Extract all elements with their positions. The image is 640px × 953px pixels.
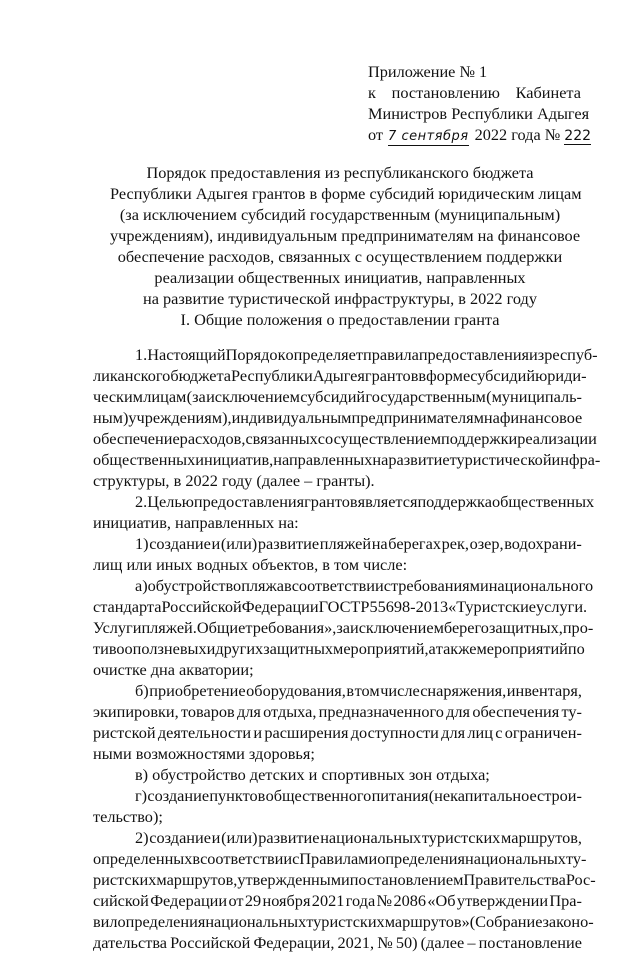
- body-word: определенных: [93, 849, 193, 868]
- body-word: Правительства: [463, 870, 566, 889]
- body-word: №: [377, 933, 393, 952]
- resolution-number: 222: [564, 128, 592, 144]
- body-word: национальных: [320, 828, 422, 847]
- body-word: (за: [186, 387, 206, 406]
- body-line: [93, 848, 587, 869]
- body-word: ту-: [561, 702, 582, 721]
- body-word: стандарта: [93, 597, 162, 616]
- body-word: требования»,: [245, 618, 337, 637]
- body-word: 2086: [393, 891, 427, 910]
- body-word: (муниципаль-: [486, 387, 582, 406]
- title-line: Порядок предоставления из республиканского бюджета: [146, 163, 534, 182]
- body-word: создание: [149, 534, 211, 553]
- body-word: инициатив,: [195, 450, 274, 469]
- body-word: про-: [562, 618, 594, 637]
- body-line: [93, 638, 585, 659]
- header-word: к: [368, 83, 376, 102]
- body-word: (или): [220, 534, 258, 553]
- body-word: в: [346, 681, 355, 700]
- appendix-date-line: [368, 124, 592, 146]
- body-word: инфра-: [551, 450, 601, 469]
- body-word: Рос-: [565, 870, 596, 889]
- body-word: для: [446, 702, 471, 721]
- body-word: бюджета: [170, 366, 232, 385]
- body-word: грантов: [364, 366, 419, 385]
- body-word: снаряжения,: [420, 681, 507, 700]
- body-word: вил: [93, 912, 118, 931]
- body-word: и: [211, 828, 221, 847]
- body-word: и: [253, 723, 263, 742]
- body-word: в: [192, 849, 201, 868]
- body-word: грантов: [304, 492, 358, 511]
- header-word: Кабинета: [515, 83, 581, 102]
- body-word: инвентаря,: [506, 681, 582, 700]
- body-word: исключением: [206, 387, 300, 406]
- body-word: а): [135, 576, 148, 595]
- body-word: на: [372, 450, 389, 469]
- body-word: маршрутов»: [384, 912, 470, 931]
- body-word: «Туристские: [448, 597, 537, 616]
- body-word: общественных: [93, 450, 196, 469]
- body-word: ческим: [93, 387, 143, 406]
- body-word: пунктов: [209, 786, 266, 805]
- body-word: финансовое: [499, 408, 583, 427]
- body-word: обустройство: [147, 576, 242, 595]
- body-word: пляжей.: [141, 618, 197, 637]
- body-word: доступности: [350, 723, 439, 742]
- body-line: [93, 827, 582, 848]
- body-word: и: [211, 534, 221, 553]
- body-word: определяет: [285, 345, 363, 364]
- body-word: ту-: [565, 849, 587, 868]
- body-word: национального: [488, 576, 594, 595]
- body-word: осуществлением: [325, 429, 442, 448]
- body-word: постановление: [478, 933, 582, 952]
- date-prefix: от: [368, 125, 384, 144]
- body-word: рек,: [441, 534, 469, 553]
- body-word: респуб-: [544, 345, 598, 364]
- body-word: от: [228, 891, 244, 910]
- body-line: [93, 869, 596, 890]
- section-heading: I. Общие положения о предоставлении гранта: [180, 310, 500, 329]
- body-word: на: [483, 408, 500, 427]
- body-word: тивооползневых: [93, 639, 207, 658]
- body-word: для: [441, 723, 466, 742]
- body-line: [93, 491, 595, 512]
- body-word: национальных: [205, 912, 307, 931]
- body-word: а: [428, 639, 436, 658]
- body-word: сийской: [93, 891, 149, 910]
- body-word: строи-: [536, 786, 582, 805]
- body-line: [93, 344, 598, 365]
- body-word: других: [215, 639, 264, 658]
- body-word: общественного: [265, 786, 372, 805]
- title-line: реализации общественных инициатив, направленных: [154, 268, 526, 287]
- body-word: дательства: [93, 933, 168, 952]
- body-word: Настоящий: [147, 345, 226, 364]
- body-line: [93, 596, 588, 617]
- body-word: развитие: [257, 534, 320, 553]
- body-word: ГОСТ: [318, 597, 361, 616]
- body-word: (некапитальное: [428, 786, 537, 805]
- body-word: является: [357, 492, 418, 511]
- body-word: маршрутов,: [501, 828, 582, 847]
- body-word: соответствии: [200, 849, 293, 868]
- body-line: [93, 785, 582, 806]
- body-word: предоставления: [418, 345, 530, 364]
- body-word: 2): [135, 828, 149, 847]
- body-word: Федерации: [241, 597, 319, 616]
- appendix-authority: Министров Республики Адыгея: [368, 104, 590, 123]
- body-word: г): [135, 786, 148, 805]
- body-word: создание: [149, 828, 211, 847]
- body-word: туристских: [306, 912, 385, 931]
- body-line: тельство);: [93, 807, 163, 826]
- body-word: связанных: [245, 429, 318, 448]
- body-word: «Об: [427, 891, 456, 910]
- body-word: маршрутов,: [156, 870, 238, 889]
- body-word: правила: [362, 345, 419, 364]
- body-word: 50): [395, 933, 418, 952]
- body-word: расширения: [264, 723, 349, 742]
- body-line: [93, 680, 582, 701]
- body-word: поддержки: [441, 429, 518, 448]
- body-word: Услуги: [93, 618, 142, 637]
- body-word: на: [371, 534, 388, 553]
- body-word: ликанского: [93, 366, 171, 385]
- body-word: развитие: [258, 828, 320, 847]
- body-word: №: [376, 891, 393, 910]
- body-line: [93, 386, 582, 407]
- body-word: пляжей: [319, 534, 372, 553]
- body-word: берегах: [388, 534, 441, 553]
- body-word: законо-: [542, 912, 594, 931]
- body-word: питания: [371, 786, 429, 805]
- body-word: том: [354, 681, 380, 700]
- body-line: [93, 575, 594, 596]
- body-word: развитие: [388, 450, 450, 469]
- body-word: б): [135, 681, 149, 700]
- body-line: [93, 449, 601, 470]
- body-word: числе: [380, 681, 420, 700]
- body-word: приобретение: [149, 681, 246, 700]
- body-word: государственным: [365, 387, 486, 406]
- body-word: требованиями: [390, 576, 489, 595]
- body-word: 29: [244, 891, 262, 910]
- body-word: учреждениям),: [128, 408, 232, 427]
- body-word: определения: [377, 849, 465, 868]
- body-word: национальных: [465, 849, 566, 868]
- body-word: за: [336, 618, 350, 637]
- body-word: общественных: [491, 492, 595, 511]
- body-word: ристских: [93, 870, 157, 889]
- appendix-resolution-line: [368, 82, 581, 103]
- body-word: (или): [221, 828, 258, 847]
- body-line: [93, 428, 597, 449]
- body-word: Федерации: [150, 891, 228, 910]
- body-word: 2021,: [337, 933, 375, 952]
- body-word: постановлением: [349, 870, 464, 889]
- body-word: с: [292, 849, 300, 868]
- body-word: ристской: [93, 723, 156, 742]
- body-word: ноября: [262, 891, 311, 910]
- body-word: с: [495, 723, 503, 742]
- body-word: утверждении: [456, 891, 549, 910]
- body-word: создание: [147, 786, 210, 805]
- body-word: 1.: [135, 345, 148, 364]
- body-word: пляжа: [241, 576, 285, 595]
- title-line: учреждениям), индивидуальным предпринимателям на финансовое: [110, 226, 581, 245]
- body-line: [93, 617, 594, 638]
- body-word: предоставления: [193, 492, 305, 511]
- body-word: предпринимателям: [351, 408, 484, 427]
- body-word: 1): [135, 534, 149, 553]
- body-word: в: [284, 576, 292, 595]
- body-line: в) обустройство детских и спортивных зон отдыха;: [135, 765, 490, 784]
- body-line: [93, 407, 582, 428]
- body-word: туристских: [421, 828, 501, 847]
- body-word: деятельности: [157, 723, 252, 742]
- body-word: ограничен-: [504, 723, 582, 742]
- body-word: Российской: [161, 597, 242, 616]
- body-word: озер,: [469, 534, 504, 553]
- body-word: ным): [93, 408, 129, 427]
- body-line: [93, 890, 582, 911]
- body-word: берегозащитных,: [443, 618, 563, 637]
- body-word: с: [383, 576, 391, 595]
- title-line: (за исключением субсидий государственным (муниципальным): [119, 205, 561, 224]
- title-line: обеспечение расходов, связанных с осуществлением поддержки: [117, 247, 563, 266]
- body-word: Пра-: [549, 891, 582, 910]
- body-word: Российской: [170, 933, 251, 952]
- body-line: [93, 722, 582, 743]
- body-line: [93, 932, 582, 953]
- body-word: субсидий: [300, 387, 366, 406]
- title-line: на развитие туристической инфраструктуры, в 2022 году: [142, 289, 537, 308]
- body-word: Адыгея: [312, 366, 365, 385]
- body-word: для: [236, 702, 261, 721]
- body-word: защитных: [263, 639, 334, 658]
- body-word: –: [467, 933, 476, 952]
- appendix-number: Приложение № 1: [368, 62, 488, 81]
- document-title: [110, 162, 582, 309]
- body-line: очистке дна акватории;: [93, 660, 254, 679]
- body-word: индивидуальным: [231, 408, 352, 427]
- appendix-header: [368, 61, 592, 146]
- body-word: также: [435, 639, 477, 658]
- body-word: экипировки,: [93, 702, 179, 721]
- header-word: постановлению: [391, 83, 500, 102]
- body-word: (Собрание: [469, 912, 543, 931]
- body-word: субсидий: [470, 366, 536, 385]
- body-word: года: [345, 891, 376, 910]
- body-word: (далее: [420, 933, 465, 952]
- body-word: соответствии: [291, 576, 384, 595]
- date-suffix: 2022 года №: [474, 125, 561, 144]
- body-word: лиц: [467, 723, 493, 742]
- body-word: Порядок: [225, 345, 286, 364]
- body-word: утвержденными: [237, 870, 350, 889]
- body-line: [93, 365, 587, 386]
- body-word: из: [529, 345, 545, 364]
- body-word: мероприятий: [476, 639, 568, 658]
- body-word: форме: [426, 366, 471, 385]
- body-word: Р: [360, 597, 370, 616]
- body-word: обеспечения: [472, 702, 560, 721]
- body-line: [93, 533, 582, 554]
- body-word: лицам: [143, 387, 187, 406]
- body-word: направленных: [273, 450, 373, 469]
- body-word: в: [418, 366, 427, 385]
- body-word: поддержка: [417, 492, 492, 511]
- body-word: предназначенного: [318, 702, 444, 721]
- body-line: [93, 701, 582, 722]
- title-line: Республики Адыгея грантов в форме субсидий юридическим лицам: [110, 184, 582, 203]
- body-word: мероприятий,: [333, 639, 429, 658]
- body-line: [93, 911, 594, 932]
- body-line: лищ или иных водных объектов, в том числе:: [93, 555, 408, 574]
- body-line: структуры, в 2022 году (далее – гранты).: [93, 471, 375, 490]
- body-word: определения: [117, 912, 206, 931]
- body-line: инициатив, направленных на:: [93, 513, 299, 532]
- body-word: Федерации,: [253, 933, 335, 952]
- body-word: Целью: [147, 492, 194, 511]
- body-word: 2021: [311, 891, 345, 910]
- body-word: водохрани-: [504, 534, 582, 553]
- date-handwritten: 7 сентября: [388, 129, 469, 144]
- body-word: юриди-: [535, 366, 587, 385]
- body-word: по: [567, 639, 585, 658]
- body-word: товаров: [180, 702, 235, 721]
- body-word: реализации: [517, 429, 597, 448]
- body-word: услуги.: [536, 597, 588, 616]
- body-word: 55698-2013: [369, 597, 449, 616]
- body-word: Общие: [196, 618, 246, 637]
- body-line: ными возможностями здоровья;: [93, 744, 315, 763]
- body-word: с: [317, 429, 326, 448]
- document-body: [93, 344, 601, 953]
- body-word: туристической: [449, 450, 552, 469]
- body-word: Правилами: [299, 849, 378, 868]
- body-word: 2.: [135, 492, 148, 511]
- body-word: отдыха,: [263, 702, 317, 721]
- body-word: Республики: [231, 366, 313, 385]
- body-word: обеспечение: [93, 429, 180, 448]
- body-word: расходов,: [179, 429, 246, 448]
- body-word: исключением: [349, 618, 444, 637]
- body-word: оборудования,: [246, 681, 346, 700]
- body-word: и: [206, 639, 216, 658]
